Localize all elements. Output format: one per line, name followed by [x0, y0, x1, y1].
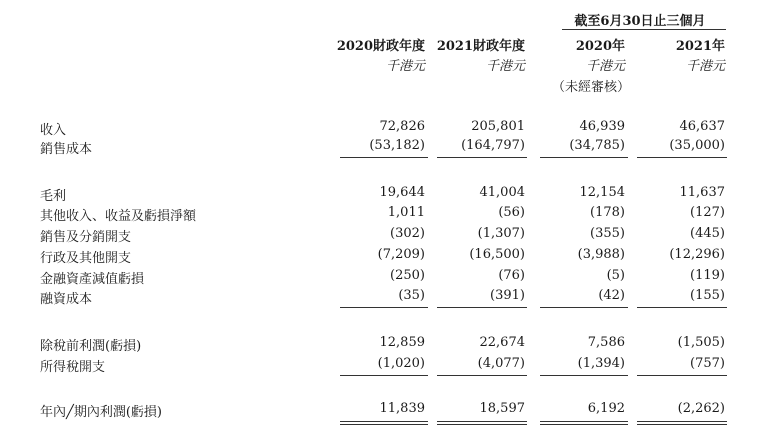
cell: (5)	[606, 268, 625, 283]
column-note-q2020: （未經審核）	[551, 80, 630, 95]
cell: (4,077)	[477, 356, 525, 371]
cell: (757)	[690, 356, 725, 371]
row-label-admin-expenses: 行政及其他開支	[40, 251, 132, 266]
row-label-selling-expenses: 銷售及分銷開支	[40, 230, 132, 245]
cell: (178)	[590, 205, 625, 220]
total-double-rule	[637, 421, 727, 425]
cell: (391)	[490, 288, 525, 303]
cell: 6,192	[587, 401, 625, 416]
cell: (35)	[398, 288, 425, 303]
cell: 19,644	[379, 185, 425, 200]
cell: 18,597	[479, 401, 525, 416]
period-group-rule	[562, 29, 726, 30]
subtotal-rule	[540, 375, 628, 376]
cell: 1,011	[387, 205, 425, 220]
cell: (2,262)	[677, 401, 725, 416]
total-double-rule	[540, 421, 628, 425]
cell: (119)	[690, 268, 725, 283]
column-unit-q2020: 千港元	[585, 59, 625, 74]
cell: (53,182)	[369, 138, 425, 153]
cell: (12,296)	[669, 247, 725, 262]
column-unit-fy2021: 千港元	[485, 59, 525, 74]
cell: (164,797)	[461, 138, 525, 153]
row-label-other-income: 其他收入、收益及虧損淨額	[40, 209, 197, 224]
cell: (56)	[498, 205, 525, 220]
subtotal-rule	[540, 157, 628, 158]
row-label-finance-costs: 融資成本	[40, 292, 93, 307]
cell: 11,637	[679, 185, 725, 200]
subtotal-rule	[637, 375, 727, 376]
total-double-rule	[340, 421, 428, 425]
cell: 7,586	[587, 335, 625, 350]
subtotal-rule	[340, 307, 428, 308]
subtotal-rule	[540, 307, 628, 308]
cell: 12,154	[579, 185, 625, 200]
cell: (76)	[498, 268, 525, 283]
cell: 11,839	[379, 401, 425, 416]
column-title-fy2021: 2021財政年度	[436, 39, 525, 54]
subtotal-rule	[637, 307, 727, 308]
row-label-profit-for-period: 年內╱期內利潤(虧損)	[40, 405, 162, 420]
cell: 12,859	[379, 335, 425, 350]
cell: (355)	[590, 226, 625, 241]
cell: 46,637	[679, 119, 725, 134]
column-unit-fy2020: 千港元	[385, 59, 425, 74]
subtotal-rule	[437, 157, 527, 158]
subtotal-rule	[437, 375, 527, 376]
cell: (42)	[598, 288, 625, 303]
cell: 205,801	[471, 119, 525, 134]
cell: 72,826	[379, 119, 425, 134]
cell: (250)	[390, 268, 425, 283]
row-label-income-tax: 所得稅開支	[40, 360, 106, 375]
cell: (35,000)	[669, 138, 725, 153]
cell: (16,500)	[469, 247, 525, 262]
cell: (3,988)	[577, 247, 625, 262]
cell: (1,020)	[377, 356, 425, 371]
cell: 41,004	[479, 185, 525, 200]
cell: 46,939	[579, 119, 625, 134]
row-label-impairment: 金融資產減值虧損	[40, 272, 145, 287]
subtotal-rule	[637, 157, 727, 158]
subtotal-rule	[437, 307, 527, 308]
cell: 22,674	[479, 335, 525, 350]
cell: (445)	[690, 226, 725, 241]
row-label-cost-of-sales: 銷售成本	[40, 142, 93, 157]
cell: (127)	[690, 205, 725, 220]
cell: (155)	[690, 288, 725, 303]
row-label-gross-profit: 毛利	[40, 189, 67, 204]
subtotal-rule	[340, 157, 428, 158]
period-group-header: 截至6月30日止三個月	[574, 14, 706, 29]
cell: (1,505)	[677, 335, 725, 350]
cell: (302)	[390, 226, 425, 241]
column-title-q2020: 2020年	[575, 39, 625, 54]
cell: (1,307)	[477, 226, 525, 241]
cell: (34,785)	[569, 138, 625, 153]
column-title-q2021: 2021年	[675, 39, 725, 54]
column-title-fy2020: 2020財政年度	[336, 39, 425, 54]
column-unit-q2021: 千港元	[685, 59, 725, 74]
cell: (7,209)	[377, 247, 425, 262]
cell: (1,394)	[577, 356, 625, 371]
subtotal-rule	[340, 375, 428, 376]
total-double-rule	[437, 421, 527, 425]
row-label-profit-before-tax: 除稅前利潤(虧損)	[40, 339, 142, 354]
row-label-revenue: 收入	[40, 123, 67, 138]
